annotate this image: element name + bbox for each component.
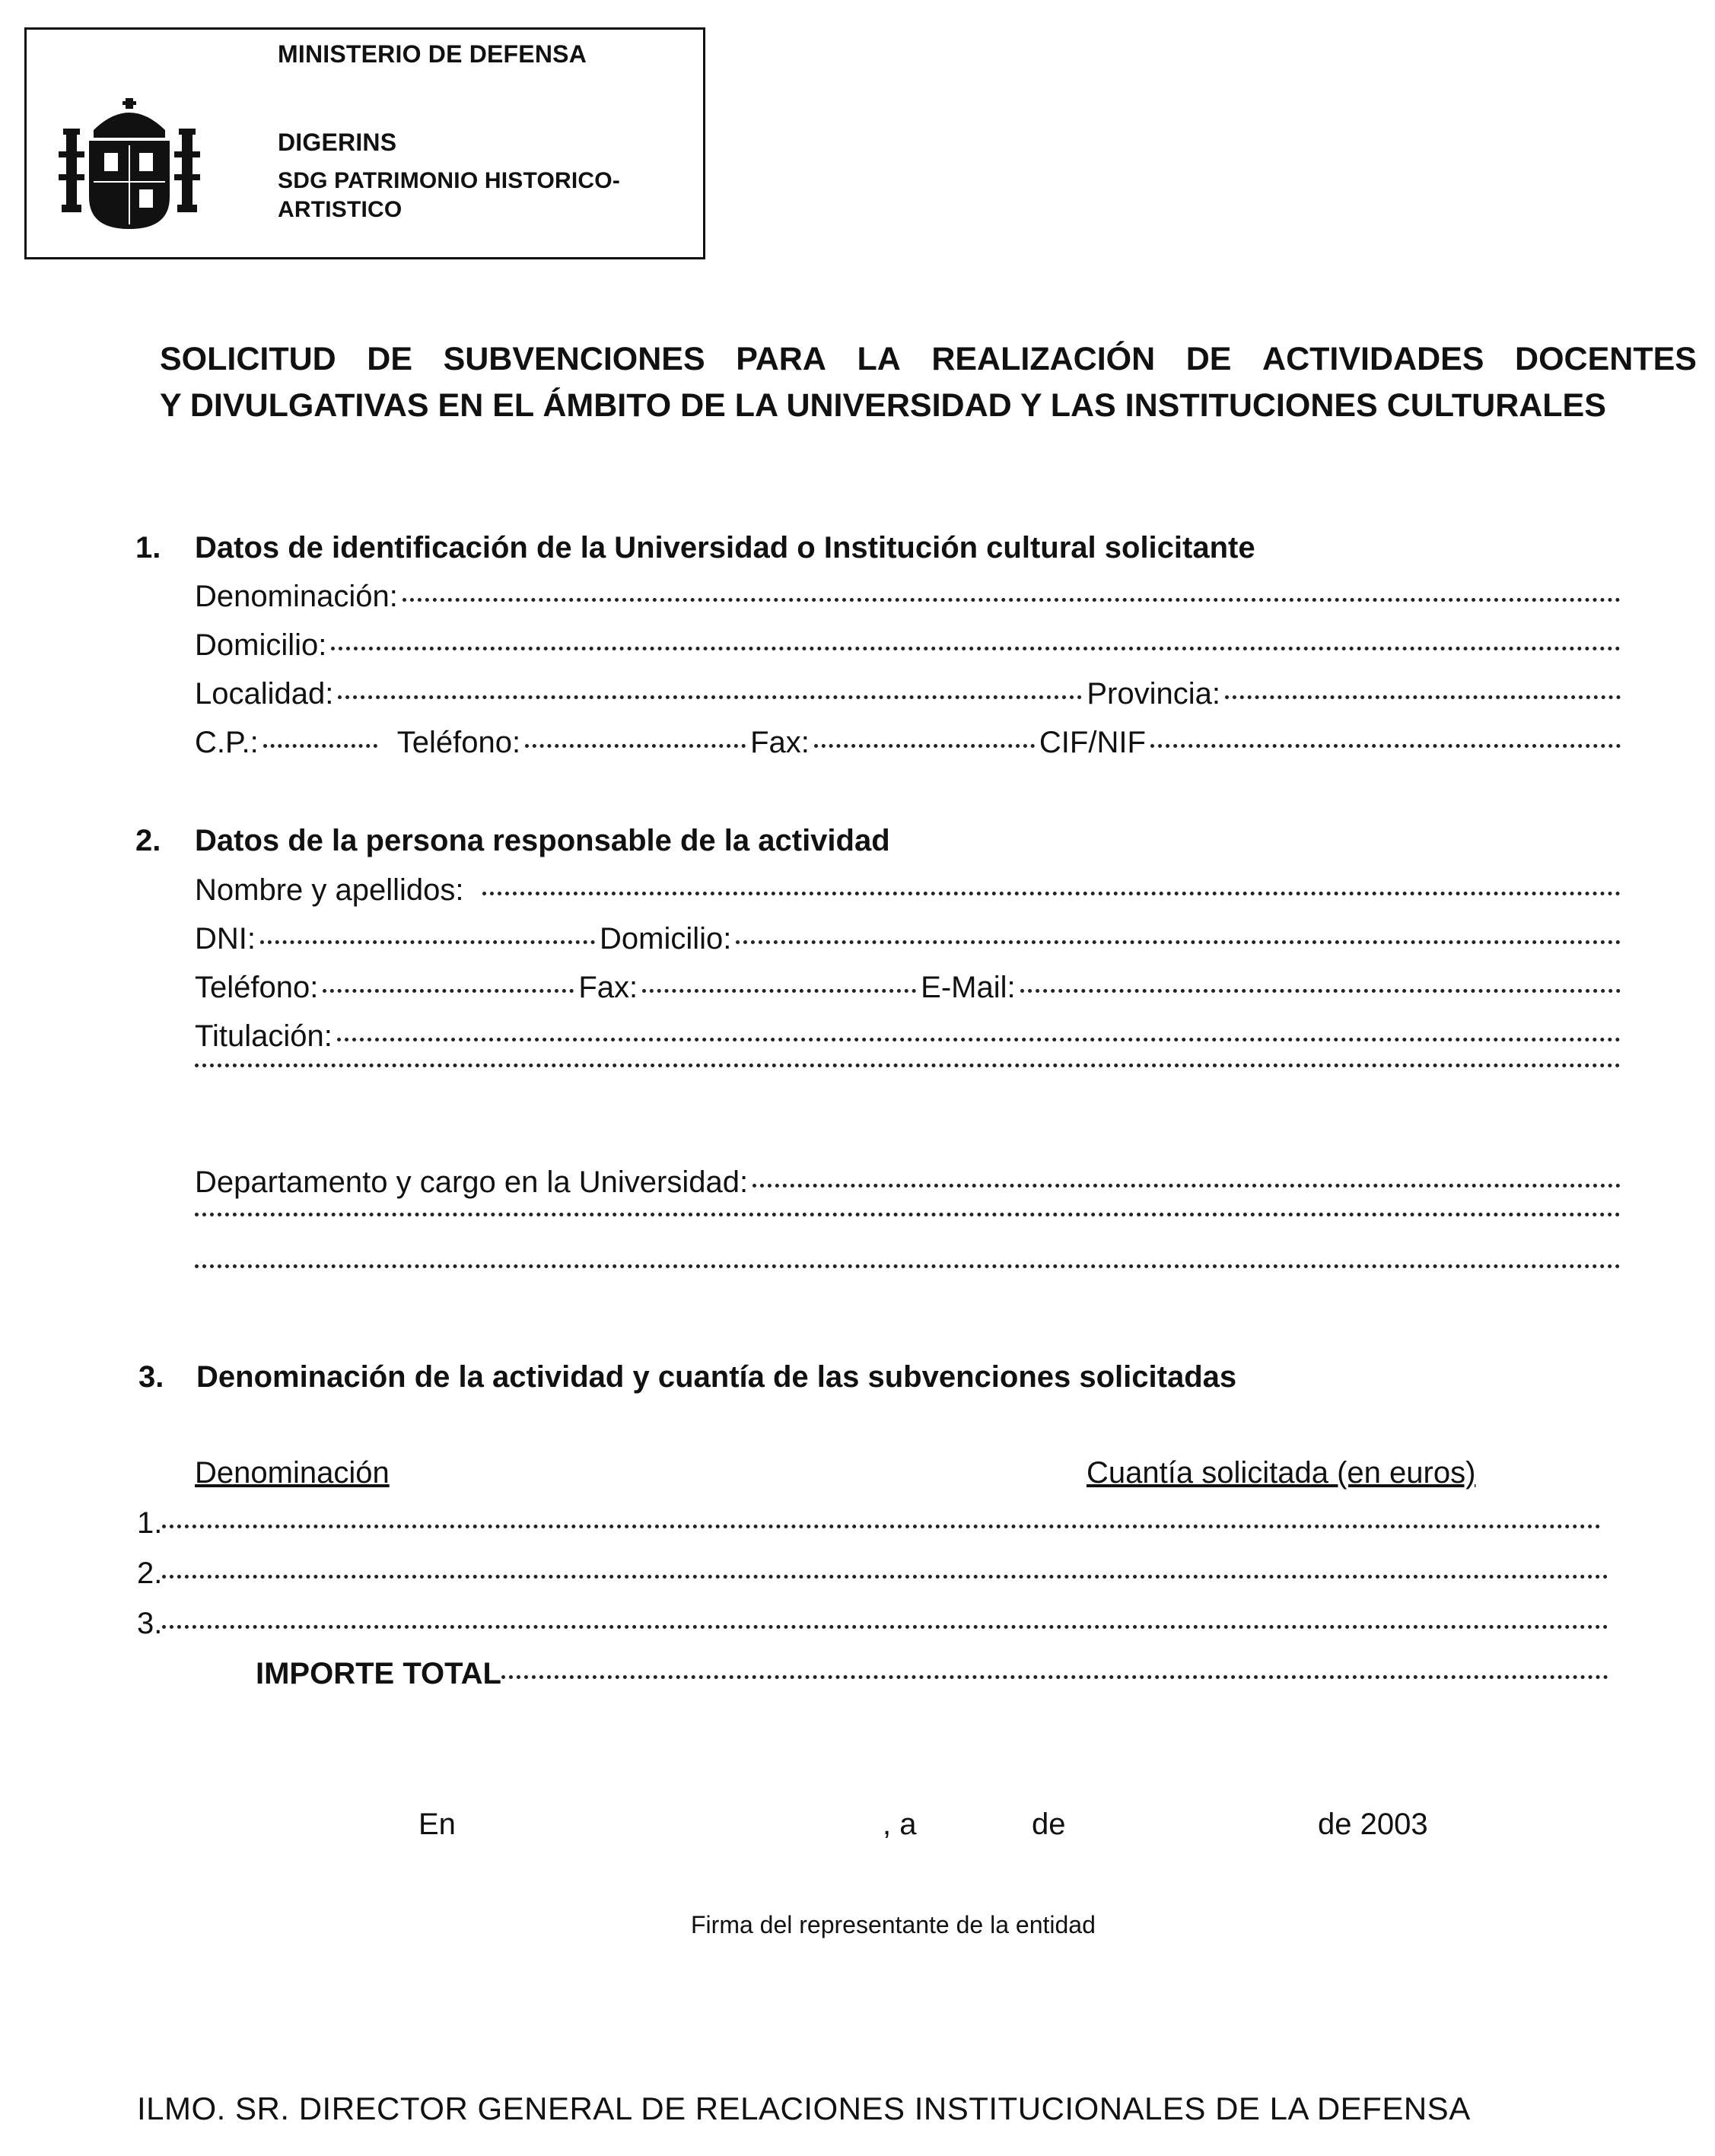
fill-line (337, 1038, 1621, 1041)
title-word: SUBVENCIONES (443, 341, 705, 377)
signature-caption: Firma del representante de la entidad (691, 1911, 1096, 1938)
ministry-name: MINISTERIO DE DEFENSA (278, 40, 587, 68)
coat-of-arms-icon (57, 98, 202, 235)
section2-number: 2. (135, 824, 161, 857)
institution-name-field[interactable] (195, 580, 1625, 622)
fill-line (482, 892, 1621, 895)
section1-number: 1. (135, 531, 161, 564)
header-box (24, 27, 705, 259)
subunit-line2: ARTISTICO (278, 197, 402, 222)
responsible-phone-label: Teléfono: (195, 971, 319, 1004)
email-label: E-Mail: (921, 971, 1016, 1004)
institution-fax-label: Fax: (750, 726, 810, 759)
dni-fill-line[interactable] (260, 940, 595, 944)
province-fill-line[interactable] (1225, 695, 1621, 699)
institution-contact-row (195, 726, 1625, 768)
degree-continuation-field[interactable] (195, 1068, 1625, 1111)
title-line2: Y DIVULGATIVAS EN EL ÁMBITO DE LA UNIVERSIDAD Y LAS INSTITUCIONES CULTURALES (160, 387, 1606, 424)
fill-line (195, 1064, 1621, 1067)
title-word: PARA (736, 341, 826, 377)
responsible-name-label: Nombre y apellidos: (195, 873, 464, 907)
department-continuation-field-2[interactable] (195, 1269, 1625, 1312)
total-amount-field[interactable] (256, 1657, 1613, 1700)
activity-number: 3. (137, 1607, 163, 1640)
month-label: de (1032, 1808, 1066, 1841)
institution-phone-label: Teléfono: (396, 726, 521, 759)
title-word: SOLICITUD (160, 341, 336, 377)
title-word: ACTIVIDADES (1262, 341, 1484, 377)
fill-line (195, 1264, 1621, 1268)
institution-address-label: Domicilio: (195, 628, 327, 662)
department-field[interactable] (195, 1165, 1625, 1208)
institution-phone-fill-line[interactable] (525, 744, 746, 748)
fill-line (162, 1525, 1601, 1528)
form-title (160, 341, 1697, 425)
department-label: Departamento y cargo en la Universidad: (195, 1165, 749, 1199)
email-fill-line[interactable] (1020, 989, 1621, 993)
activity-line-3[interactable] (137, 1607, 1613, 1649)
postal-code-fill-line[interactable] (263, 744, 377, 748)
responsible-name-field[interactable] (195, 873, 1625, 916)
fill-line (752, 1184, 1621, 1188)
fill-line (501, 1675, 1608, 1679)
degree-field[interactable] (195, 1019, 1625, 1062)
title-word: REALIZACIÓN (931, 341, 1156, 377)
cif-fill-line[interactable] (1150, 744, 1621, 748)
title-word: DOCENTES (1515, 341, 1697, 377)
activity-number: 1. (137, 1506, 163, 1540)
subunit-line1: SDG PATRIMONIO HISTORICO- (278, 168, 621, 193)
institution-name-label: Denominación: (195, 580, 398, 613)
fill-line (162, 1625, 1608, 1629)
responsible-address-label: Domicilio: (600, 922, 732, 956)
province-label: Provincia: (1087, 677, 1220, 711)
dni-label: DNI: (195, 922, 256, 956)
section1-title: Datos de identificación de la Universidad o Institución cultural solicitante (195, 531, 1255, 564)
year-label: de 2003 (1318, 1808, 1428, 1841)
section2-title: Datos de la persona responsable de la actividad (195, 824, 890, 857)
locality-label: Localidad: (195, 677, 334, 711)
fill-line (195, 1213, 1621, 1216)
responsible-contact-row (195, 971, 1625, 1013)
title-line1 (160, 341, 1697, 378)
locality-fill-line[interactable] (338, 695, 1082, 699)
department-continuation-field-1[interactable] (195, 1217, 1625, 1260)
column-header-name: Denominación (195, 1456, 390, 1490)
day-label: , a (883, 1808, 917, 1841)
section3-number: 3. (138, 1360, 164, 1394)
fill-line (162, 1575, 1608, 1579)
institution-locality-row (195, 677, 1625, 720)
responsible-fax-label: Fax: (578, 971, 638, 1004)
addressee: ILMO. SR. DIRECTOR GENERAL DE RELACIONES INSTITUCIONALES DE LA DEFENSA (137, 2091, 1471, 2126)
title-word: DE (1185, 341, 1232, 377)
title-word: LA (857, 341, 901, 377)
responsible-fax-fill-line[interactable] (642, 989, 916, 993)
responsible-address-fill-line[interactable] (736, 940, 1621, 944)
total-label: IMPORTE TOTAL (256, 1657, 501, 1690)
fill-line (331, 647, 1621, 650)
activity-line-2[interactable] (137, 1557, 1613, 1599)
fill-line (402, 598, 1621, 602)
cif-label: CIF/NIF (1039, 726, 1146, 759)
institution-address-field[interactable] (195, 628, 1625, 671)
section3-title: Denominación de la actividad y cuantía de las subvenciones solicitadas (196, 1360, 1237, 1394)
activity-line-1[interactable] (137, 1506, 1605, 1549)
title-word: DE (367, 341, 413, 377)
degree-label: Titulación: (195, 1019, 332, 1053)
responsible-phone-fill-line[interactable] (323, 989, 574, 993)
postal-code-label: C.P.: (195, 726, 259, 759)
activity-number: 2. (137, 1557, 163, 1590)
column-header-amount: Cuantía solicitada (en euros) (1087, 1456, 1476, 1490)
place-label: En (418, 1808, 456, 1841)
institution-fax-fill-line[interactable] (814, 744, 1035, 748)
responsible-id-row (195, 922, 1625, 965)
unit-name: DIGERINS (278, 129, 397, 156)
